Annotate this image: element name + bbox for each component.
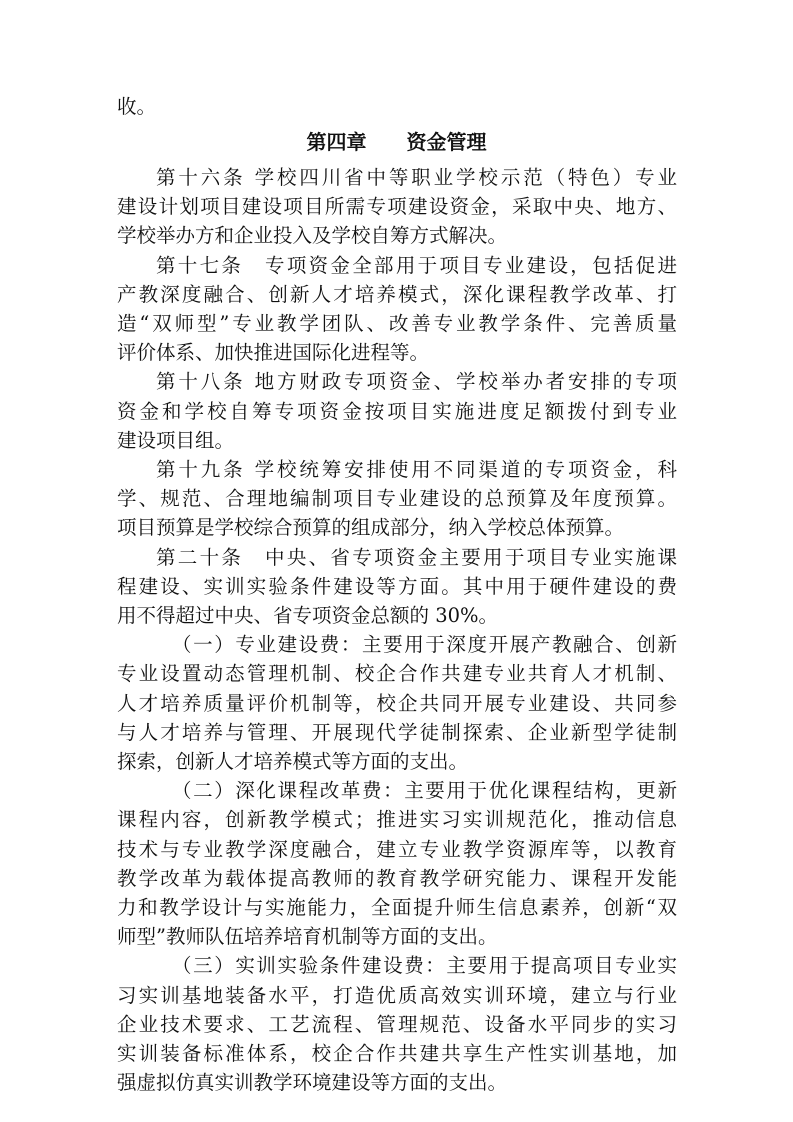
paragraph-line: 建设项目组。 xyxy=(117,428,235,452)
paragraph-line: 项目预算是学校综合预算的组成部分，纳入学校总体预算。 xyxy=(117,516,625,540)
paragraph-line: 技术与专业教学深度融合，建立专业教学资源库等，以教育 xyxy=(117,837,677,861)
paragraph-line: 学、规范、合理地编制项目专业建设的总预算及年度预算。 xyxy=(117,487,677,511)
paragraph-line: 力和教学设计与实施能力，全面提升师生信息素养，创新“双 xyxy=(117,896,677,919)
paragraph-line: 习实训基地装备水平，打造优质高效实训环境，建立与行业 xyxy=(117,983,677,1007)
paragraph-line: 与人才培养与管理、开展现代学徒制探索、企业新型学徒制 xyxy=(117,720,677,744)
paragraph-line: 专业设置动态管理机制、校企合作共建专业共育人才机制、 xyxy=(117,662,677,686)
paragraph-line: 探索，创新人才培养模式等方面的支出。 xyxy=(117,750,469,773)
paragraph-line: 企业技术要求、工艺流程、管理规范、设备水平同步的实习 xyxy=(117,1012,677,1036)
paragraph-line: 资金和学校自筹专项资金按项目实施进度足额拨付到专业 xyxy=(117,399,677,423)
chapter-title: 第四章 资金管理 xyxy=(306,130,487,154)
paragraph-line: 建设计划项目建设项目所需专项建设资金，采取中央、地方、 xyxy=(117,195,677,219)
paragraph-line: （三）实训实验条件建设费：主要用于提高项目专业实 xyxy=(172,954,677,978)
paragraph-line: （一）专业建设费：主要用于深度开展产教融合、创新 xyxy=(172,633,677,657)
paragraph-line: 实训装备标准体系，校企合作共建共享生产性实训基地，加 xyxy=(117,1042,677,1065)
continuation-text: 收。 xyxy=(117,95,157,118)
paragraph-line: 第十八条 地方财政专项资金、学校举办者安排的专项 xyxy=(156,370,677,394)
paragraph-line: 强虚拟仿真实训教学环境建设等方面的支出。 xyxy=(117,1071,508,1095)
paragraph-line: 学校举办方和企业投入及学校自筹方式解决。 xyxy=(117,224,508,248)
paragraph-line: 师型”教师队伍培养培育机制等方面的支出。 xyxy=(117,925,498,949)
paragraph-line: 第十六条 学校四川省中等职业学校示范（特色）专业 xyxy=(156,166,677,189)
paragraph-line: 造“双师型”专业教学团队、改善专业教学条件、完善质量 xyxy=(117,312,677,335)
paragraph-line: 产教深度融合、创新人才培养模式，深化课程教学改革、打 xyxy=(117,282,677,306)
paragraph-line: 程建设、实训实验条件建设等方面。其中用于硬件建设的费 xyxy=(117,574,677,598)
paragraph-line: 评价体系、加快推进国际化进程等。 xyxy=(117,341,430,365)
paragraph-line: 用不得超过中央、省专项资金总额的 30%。 xyxy=(117,604,499,627)
paragraph-line: 人才培养质量评价机制等，校企共同开展专业建设、共同参 xyxy=(117,691,677,715)
paragraph-line: （二）深化课程改革费：主要用于优化课程结构，更新 xyxy=(172,779,677,803)
paragraph-line: 第十七条 专项资金全部用于项目专业建设，包括促进 xyxy=(156,253,677,277)
paragraph-line: 第二十条 中央、省专项资金主要用于项目专业实施课 xyxy=(156,545,677,569)
paragraph-line: 课程内容，创新教学模式；推进实习实训规范化，推动信息 xyxy=(117,808,677,832)
paragraph-line: 教学改革为载体提高教师的教育教学研究能力、课程开发能 xyxy=(117,866,677,890)
paragraph-line: 第十九条 学校统筹安排使用不同渠道的专项资金，科 xyxy=(156,458,677,481)
